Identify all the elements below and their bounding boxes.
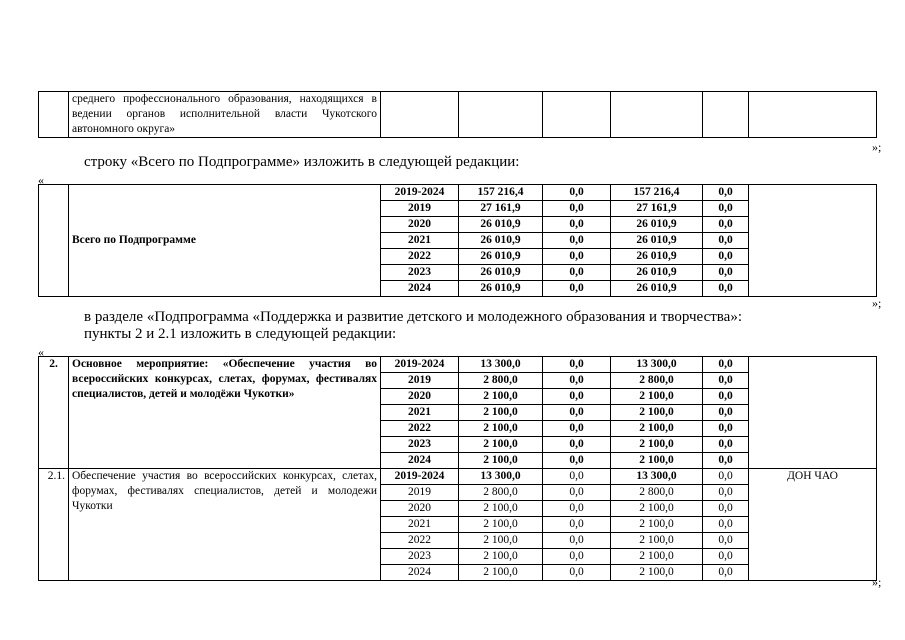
executor-cell — [749, 185, 877, 297]
item-number: 2. — [39, 357, 69, 469]
value-cell: 26 010,9 — [459, 249, 543, 265]
value-cell: 26 010,9 — [459, 233, 543, 249]
value-cell: 2 800,0 — [611, 485, 703, 501]
value-cell: 0,0 — [703, 389, 749, 405]
value-cell: 0,0 — [543, 437, 611, 453]
value-cell: 0,0 — [543, 517, 611, 533]
value-cell: 26 010,9 — [611, 281, 703, 297]
value-cell: 2 100,0 — [611, 421, 703, 437]
value-cell: 27 161,9 — [611, 201, 703, 217]
value-cell: 0,0 — [543, 405, 611, 421]
period-cell: 2020 — [381, 501, 459, 517]
measure-name: Обеспечение участия во всероссийских конкурсах, слетах, форумах, фестивалях специалистов, детей и молодежи Чукотки — [69, 469, 381, 581]
value-cell: 0,0 — [703, 421, 749, 437]
measure-name-cell: среднего профессионального образования, находящихся в ведении органов исполнительной власти Чукотского автономного округа» — [69, 92, 381, 138]
value-cell: 0,0 — [703, 453, 749, 469]
period-cell: 2023 — [381, 437, 459, 453]
num-cell — [39, 92, 69, 138]
period-cell: 2021 — [381, 517, 459, 533]
program-table — [38, 356, 877, 581]
num-cell — [39, 185, 69, 297]
period-cell: 2022 — [381, 421, 459, 437]
paragraph-total-row: строку «Всего по Подпрограмме» изложить в следующей редакции: — [84, 154, 520, 170]
value-cell: 2 800,0 — [459, 485, 543, 501]
period-cell: 2019-2024 — [381, 357, 459, 373]
value-cell: 0,0 — [703, 185, 749, 201]
period-cell: 2024 — [381, 281, 459, 297]
value-cell: 0,0 — [703, 533, 749, 549]
value-cell: 2 100,0 — [459, 549, 543, 565]
measure-name: Основное мероприятие: «Обеспечение участия во всероссийских конкурсах, слетах, форумах, фестивалях специалистов, детей и молодёжи Чукотки» — [69, 357, 381, 469]
period-cell: 2020 — [381, 217, 459, 233]
value-cell: 0,0 — [703, 373, 749, 389]
value-cell: 2 100,0 — [611, 517, 703, 533]
value-cell: 13 300,0 — [611, 357, 703, 373]
open-quote: « — [38, 345, 44, 359]
value-cell: 0,0 — [543, 469, 611, 485]
table-row — [39, 357, 877, 373]
value-cell: 0,0 — [703, 549, 749, 565]
period-cell: 2019 — [381, 485, 459, 501]
value-cell: 2 100,0 — [611, 501, 703, 517]
value-cell: 0,0 — [703, 281, 749, 297]
close-quote: »; — [872, 140, 882, 154]
value-cell: 0,0 — [543, 185, 611, 201]
value-cell: 0,0 — [703, 405, 749, 421]
value-cell: 0,0 — [543, 357, 611, 373]
value-cell: 2 800,0 — [611, 373, 703, 389]
executor-cell — [749, 357, 877, 469]
value-cell: 0,0 — [703, 485, 749, 501]
period-cell: 2024 — [381, 565, 459, 581]
value-cell: 0,0 — [543, 233, 611, 249]
open-quote: « — [38, 173, 44, 187]
value-cell: 0,0 — [703, 265, 749, 281]
period-cell: 2024 — [381, 453, 459, 469]
value-cell: 2 100,0 — [459, 533, 543, 549]
value-cell: 0,0 — [703, 201, 749, 217]
value-cell: 0,0 — [543, 565, 611, 581]
value-cell: 26 010,9 — [459, 281, 543, 297]
value-cell: 26 010,9 — [611, 249, 703, 265]
value-cell: 2 100,0 — [459, 405, 543, 421]
period-cell: 2021 — [381, 405, 459, 421]
value-cell: 157 216,4 — [611, 185, 703, 201]
value-cell: 27 161,9 — [459, 201, 543, 217]
value-cell: 2 100,0 — [459, 389, 543, 405]
value-cell: 0,0 — [703, 357, 749, 373]
value-cell: 13 300,0 — [611, 469, 703, 485]
value-cell: 26 010,9 — [611, 265, 703, 281]
value-cell: 0,0 — [543, 249, 611, 265]
value-cell: 0,0 — [703, 233, 749, 249]
value-cell: 2 100,0 — [611, 549, 703, 565]
value-cell: 2 100,0 — [459, 517, 543, 533]
value-cell: 0,0 — [543, 501, 611, 517]
close-quote: »; — [872, 296, 882, 310]
close-quote: »; — [872, 575, 882, 589]
value-cell: 2 800,0 — [459, 373, 543, 389]
value-cell: 2 100,0 — [611, 405, 703, 421]
value-cell: 0,0 — [703, 517, 749, 533]
period-cell: 2019-2024 — [381, 469, 459, 485]
value-cell: 26 010,9 — [459, 217, 543, 233]
value-cell: 2 100,0 — [611, 565, 703, 581]
total-label: Всего по Подпрограмме — [69, 185, 381, 297]
value-cell: 0,0 — [543, 265, 611, 281]
value-cell: 0,0 — [543, 533, 611, 549]
period-cell: 2020 — [381, 389, 459, 405]
value-cell: 2 100,0 — [459, 565, 543, 581]
value-cell: 0,0 — [543, 485, 611, 501]
table-row — [39, 469, 877, 485]
value-cell: 0,0 — [703, 565, 749, 581]
paragraph-items: пункты 2 и 2.1 изложить в следующей редакции: — [84, 326, 397, 342]
value-cell: 2 100,0 — [459, 501, 543, 517]
value-cell: 0,0 — [543, 217, 611, 233]
value-cell: 2 100,0 — [459, 437, 543, 453]
value-cell: 0,0 — [703, 437, 749, 453]
executor-cell: ДОН ЧАО — [749, 469, 877, 581]
value-cell: 0,0 — [543, 373, 611, 389]
value-cell: 0,0 — [543, 281, 611, 297]
period-cell: 2022 — [381, 249, 459, 265]
value-cell: 0,0 — [543, 201, 611, 217]
total-table — [38, 184, 877, 297]
period-cell: 2021 — [381, 233, 459, 249]
period-cell: 2023 — [381, 549, 459, 565]
period-cell: 2019 — [381, 201, 459, 217]
value-cell: 13 300,0 — [459, 357, 543, 373]
period-cell: 2019 — [381, 373, 459, 389]
value-cell: 0,0 — [703, 501, 749, 517]
value-cell: 2 100,0 — [459, 453, 543, 469]
period-cell: 2022 — [381, 533, 459, 549]
item-number: 2.1. — [39, 469, 69, 581]
continued-table — [38, 91, 877, 138]
value-cell: 0,0 — [543, 453, 611, 469]
table-row — [39, 185, 877, 201]
value-cell: 13 300,0 — [459, 469, 543, 485]
period-cell: 2019-2024 — [381, 185, 459, 201]
value-cell: 0,0 — [543, 549, 611, 565]
value-cell: 2 100,0 — [611, 437, 703, 453]
value-cell: 2 100,0 — [611, 389, 703, 405]
value-cell: 2 100,0 — [611, 453, 703, 469]
paragraph-section: в разделе «Подпрограмма «Поддержка и развитие детского и молодежного образования и творчества»: — [84, 309, 742, 325]
value-cell: 2 100,0 — [459, 421, 543, 437]
value-cell: 0,0 — [703, 249, 749, 265]
period-cell: 2023 — [381, 265, 459, 281]
value-cell: 0,0 — [703, 217, 749, 233]
value-cell: 157 216,4 — [459, 185, 543, 201]
value-cell: 0,0 — [703, 469, 749, 485]
value-cell: 0,0 — [543, 389, 611, 405]
value-cell: 2 100,0 — [611, 533, 703, 549]
value-cell: 26 010,9 — [611, 217, 703, 233]
value-cell: 26 010,9 — [459, 265, 543, 281]
value-cell: 0,0 — [543, 421, 611, 437]
value-cell: 26 010,9 — [611, 233, 703, 249]
